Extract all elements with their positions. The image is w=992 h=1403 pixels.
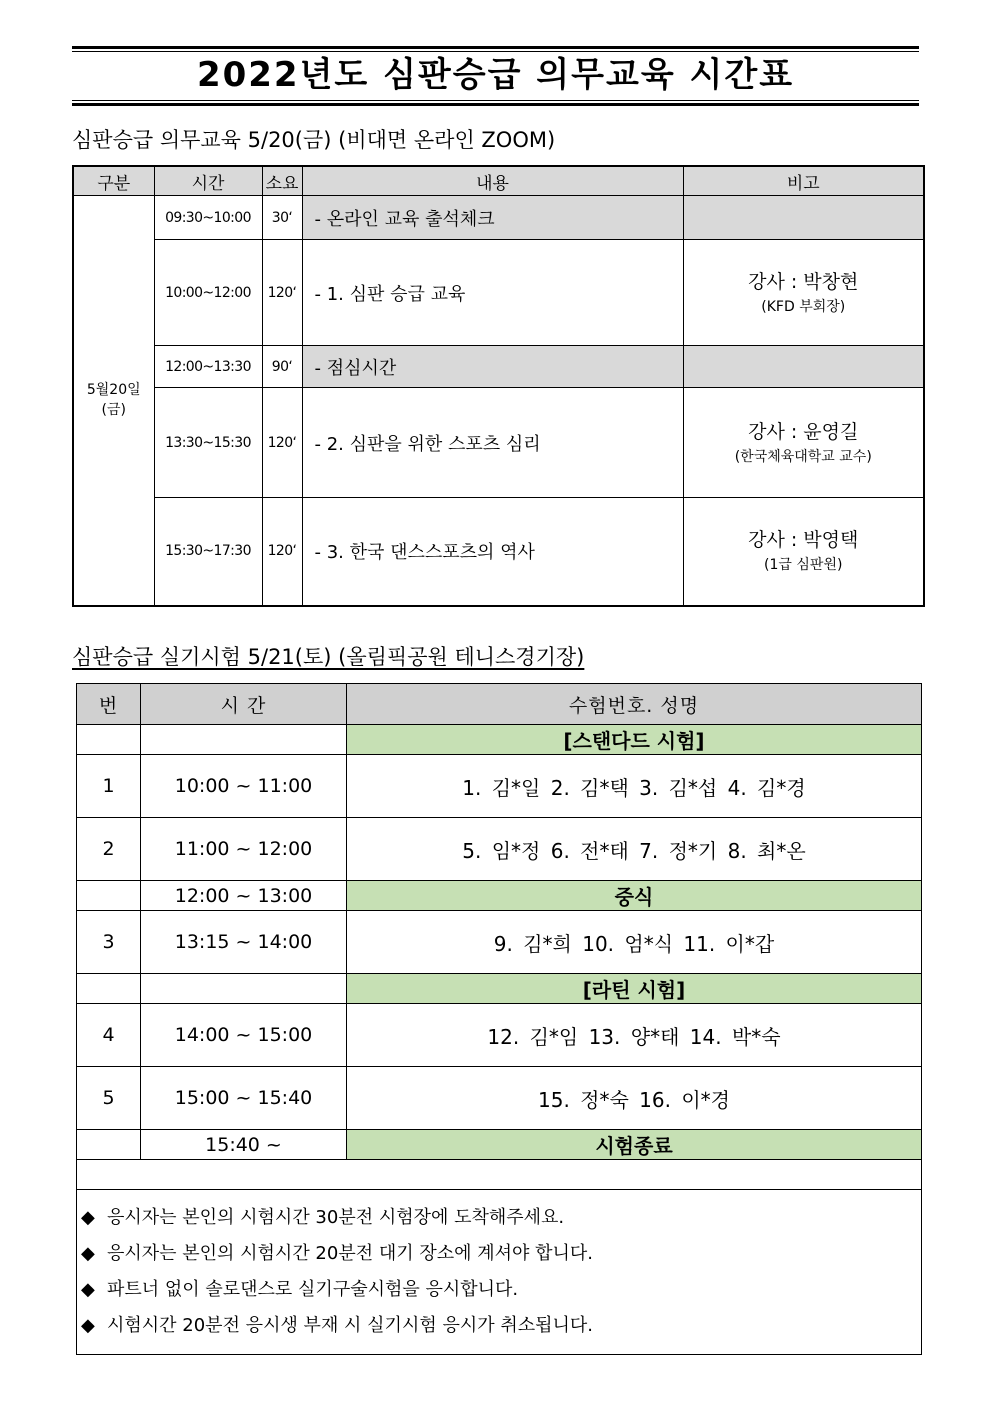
time-cell: 15:30~17:30 — [154, 498, 262, 606]
note-text: 파트너 없이 솔로댄스로 실기구술시험을 응시합니다. — [107, 1279, 519, 1300]
candidates-cell: 12. 김*임 13. 양*태 14. 박*숙 — [347, 1004, 922, 1067]
header-time: 시간 — [154, 166, 262, 196]
notes-cell — [77, 1190, 922, 1355]
table-row — [77, 881, 922, 911]
time-cell: 11:00 ~ 12:00 — [141, 818, 347, 881]
table-row — [77, 1130, 922, 1160]
lunch-label: 중식 — [347, 881, 922, 911]
number-cell: 2 — [77, 818, 141, 881]
candidates-cell: 9. 김*희 10. 엄*식 11. 이*갑 — [347, 911, 922, 974]
title-rule-bottom-thin — [72, 100, 919, 101]
lecturer-title: (1급 심판원) — [764, 557, 843, 574]
content-cell: - 온라인 교육 출석체크 — [302, 196, 683, 240]
header-content: 내용 — [302, 166, 683, 196]
education-schedule-table — [72, 165, 925, 607]
time-cell: 12:00~13:30 — [154, 346, 262, 388]
number-cell — [77, 725, 141, 755]
duration-cell: 120‘ — [262, 388, 302, 498]
duration-cell: 30‘ — [262, 196, 302, 240]
date-cell — [73, 196, 154, 606]
note-cell — [683, 498, 924, 606]
note-item — [77, 1312, 921, 1348]
time-cell: 14:00 ~ 15:00 — [141, 1004, 347, 1067]
time-cell: 13:30~15:30 — [154, 388, 262, 498]
time-cell: 10:00~12:00 — [154, 240, 262, 346]
section2-heading: 심판승급 실기시험 5/21(토) (올림픽공원 테니스경기장) — [72, 645, 585, 669]
lecturer-title: (한국체육대학교 교수) — [734, 448, 872, 465]
blank-cell — [77, 1160, 922, 1190]
candidates-cell: 5. 임*정 6. 전*태 7. 정*기 8. 최*온 — [347, 818, 922, 881]
note-cell — [683, 196, 924, 240]
table-row — [73, 240, 924, 346]
duration-cell: 120‘ — [262, 498, 302, 606]
time-cell — [141, 725, 347, 755]
header-time: 시 간 — [141, 684, 347, 725]
title-rule-top — [72, 46, 919, 49]
lecturer-name: 강사 : 윤영길 — [748, 420, 859, 443]
candidates-cell: 15. 정*숙 16. 이*경 — [347, 1067, 922, 1130]
number-cell: 3 — [77, 911, 141, 974]
time-cell: 12:00 ~ 13:00 — [141, 881, 347, 911]
content-cell: - 점심시간 — [302, 346, 683, 388]
note-cell — [683, 346, 924, 388]
date-line: 5월20일 — [86, 382, 141, 399]
number-cell — [77, 1130, 141, 1160]
content-cell: - 3. 한국 댄스스포츠의 역사 — [302, 498, 683, 606]
number-cell — [77, 881, 141, 911]
table-row — [77, 974, 922, 1004]
section1-heading: 심판승급 의무교육 5/20(금) (비대면 온라인 ZOOM) — [72, 128, 556, 152]
diamond-bullet-icon: ◆ — [81, 1279, 95, 1300]
table-row — [77, 1067, 922, 1130]
title-block — [72, 46, 919, 106]
table-row — [73, 196, 924, 240]
date-weekday: (금) — [101, 402, 126, 419]
note-text: 시험시간 20분전 응시생 부재 시 실기시험 응시가 취소됩니다. — [107, 1315, 593, 1336]
page-title: 2022년도 심판승급 의무교육 시간표 — [196, 55, 795, 95]
header-note: 비고 — [683, 166, 924, 196]
number-cell: 1 — [77, 755, 141, 818]
candidates-cell: 1. 김*일 2. 김*택 3. 김*섭 4. 김*경 — [347, 755, 922, 818]
note-item — [77, 1276, 921, 1312]
table-row — [77, 818, 922, 881]
number-cell — [77, 974, 141, 1004]
title-rule-bottom — [72, 103, 919, 106]
header-candidates: 수험번호. 성명 — [347, 684, 922, 725]
duration-cell: 90‘ — [262, 346, 302, 388]
lecturer-title: (KFD 부회장) — [761, 298, 846, 315]
table-row — [73, 498, 924, 606]
notes-row — [77, 1190, 922, 1355]
number-cell: 5 — [77, 1067, 141, 1130]
note-cell — [683, 240, 924, 346]
note-text: 응시자는 본인의 시험시간 30분전 시험장에 도착해주세요. — [107, 1207, 565, 1228]
note-item — [77, 1240, 921, 1276]
table-row — [77, 1004, 922, 1067]
table-row — [77, 911, 922, 974]
header-duration: 소요 — [262, 166, 302, 196]
table-header-row — [73, 166, 924, 196]
table-row — [77, 725, 922, 755]
content-cell: - 1. 심판 승급 교육 — [302, 240, 683, 346]
time-cell: 15:40 ~ — [141, 1130, 347, 1160]
lecturer-name: 강사 : 박창현 — [748, 270, 859, 293]
exam-schedule-table — [76, 683, 922, 1355]
time-cell — [141, 974, 347, 1004]
time-cell: 13:15 ~ 14:00 — [141, 911, 347, 974]
table-header-row — [77, 684, 922, 725]
section-label-standard: [스탠다드 시험] — [347, 725, 922, 755]
duration-cell: 120‘ — [262, 240, 302, 346]
table-row — [73, 346, 924, 388]
time-cell: 10:00 ~ 11:00 — [141, 755, 347, 818]
table-row-blank — [77, 1160, 922, 1190]
time-cell: 15:00 ~ 15:40 — [141, 1067, 347, 1130]
table-row — [77, 755, 922, 818]
header-category: 구분 — [73, 166, 154, 196]
note-cell — [683, 388, 924, 498]
diamond-bullet-icon: ◆ — [81, 1207, 95, 1228]
exam-end-label: 시험종료 — [347, 1130, 922, 1160]
number-cell: 4 — [77, 1004, 141, 1067]
note-item — [77, 1204, 921, 1240]
diamond-bullet-icon: ◆ — [81, 1243, 95, 1264]
time-cell: 09:30~10:00 — [154, 196, 262, 240]
section-label-latin: [라틴 시험] — [347, 974, 922, 1004]
header-number: 번 — [77, 684, 141, 725]
diamond-bullet-icon: ◆ — [81, 1315, 95, 1336]
content-cell: - 2. 심판을 위한 스포츠 심리 — [302, 388, 683, 498]
lecturer-name: 강사 : 박영택 — [748, 529, 859, 552]
note-text: 응시자는 본인의 시험시간 20분전 대기 장소에 계셔야 합니다. — [107, 1243, 593, 1264]
table-row — [73, 388, 924, 498]
